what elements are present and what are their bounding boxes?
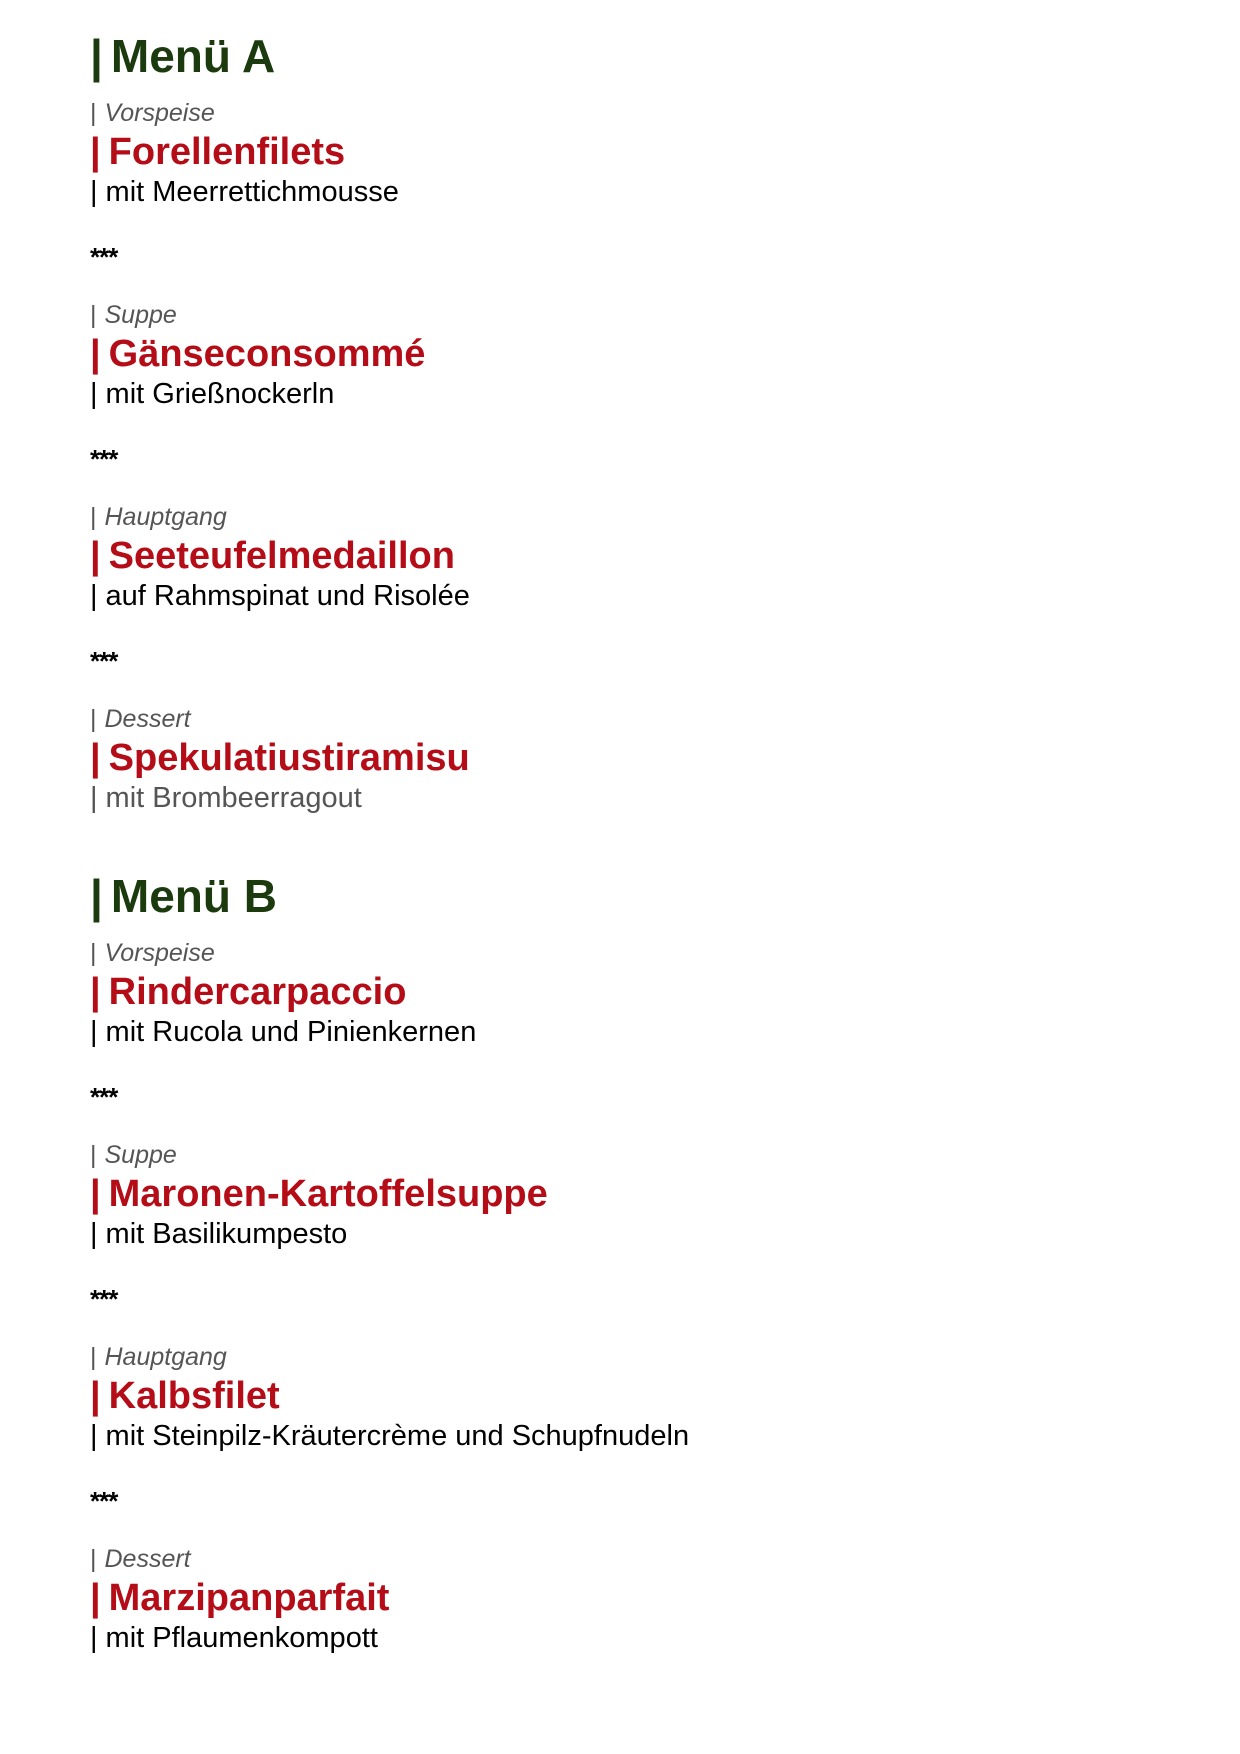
dish-name-text: Seeteufelmedaillon (108, 535, 455, 577)
dish-name-text: Rindercarpaccio (108, 971, 407, 1013)
bar-marker: | (90, 870, 103, 922)
bar-marker: | (90, 378, 98, 410)
dish-description-text: mit Rucola und Pinienkernen (105, 1016, 477, 1048)
course-soup (90, 298, 1190, 412)
bar-marker: | (90, 1545, 97, 1573)
course-separator: *** (90, 1486, 118, 1516)
dish-name-text: Spekulatiustiramisu (108, 737, 470, 779)
course-starter (90, 96, 1190, 210)
course-label-text: Dessert (104, 705, 191, 733)
course-separator: *** (90, 1284, 118, 1314)
course-label-text: Suppe (104, 1141, 177, 1169)
dish-name (90, 332, 1190, 376)
course-label-text: Hauptgang (104, 503, 227, 531)
dish-description (90, 376, 1190, 412)
dish-description-text: mit Pflaumenkompott (105, 1622, 378, 1654)
dish-name-text: Marzipanparfait (108, 1577, 390, 1619)
bar-marker: | (90, 301, 97, 329)
course-starter (90, 936, 1190, 1050)
menu-title (90, 866, 1190, 926)
course-separator: *** (90, 444, 118, 474)
bar-marker: | (90, 1141, 97, 1169)
course-label (90, 1138, 1190, 1172)
dish-name (90, 534, 1190, 578)
bar-marker: | (90, 503, 97, 531)
bar-marker: | (90, 782, 98, 814)
bar-marker: | (90, 580, 98, 612)
menu-title-text: Menü A (110, 30, 276, 82)
course-dessert (90, 702, 1190, 816)
dish-name (90, 736, 1190, 780)
dish-description (90, 1216, 1190, 1252)
course-main (90, 500, 1190, 614)
dish-name-text: Forellenfilets (108, 131, 346, 173)
dish-description (90, 174, 1190, 210)
course-label (90, 1542, 1190, 1576)
menu-title (90, 26, 1190, 86)
dish-description-text: mit Meerrettichmousse (105, 176, 399, 208)
dish-name-text: Kalbsfilet (108, 1375, 280, 1417)
course-label-text: Vorspeise (104, 939, 215, 967)
course-label-text: Hauptgang (104, 1343, 227, 1371)
course-separator: *** (90, 242, 118, 272)
dish-description-text: auf Rahmspinat und Risolée (105, 580, 470, 612)
course-label (90, 298, 1190, 332)
bar-marker: | (90, 1343, 97, 1371)
dish-name (90, 970, 1190, 1014)
course-dessert (90, 1542, 1190, 1656)
dish-description (90, 1418, 1190, 1454)
bar-marker: | (90, 1420, 98, 1452)
course-label-text: Suppe (104, 301, 177, 329)
menu-a (90, 26, 1190, 816)
course-separator: *** (90, 646, 118, 676)
bar-marker: | (90, 131, 101, 173)
bar-marker: | (90, 535, 101, 577)
bar-marker: | (90, 1173, 101, 1215)
course-label (90, 936, 1190, 970)
dish-description (90, 1620, 1190, 1656)
course-label (90, 1340, 1190, 1374)
dish-name (90, 1172, 1190, 1216)
dish-name-text: Maronen-Kartoffelsuppe (108, 1173, 548, 1215)
dish-description-text: mit Grießnockerln (105, 378, 335, 410)
bar-marker: | (90, 737, 101, 779)
course-label-text: Vorspeise (104, 99, 215, 127)
menu-title-text: Menü B (110, 870, 277, 922)
course-soup (90, 1138, 1190, 1252)
bar-marker: | (90, 939, 97, 967)
menu-b (90, 866, 1190, 1656)
course-separator: *** (90, 1082, 118, 1112)
dish-description (90, 578, 1190, 614)
bar-marker: | (90, 176, 98, 208)
bar-marker: | (90, 1622, 98, 1654)
bar-marker: | (90, 971, 101, 1013)
bar-marker: | (90, 1577, 101, 1619)
bar-marker: | (90, 1218, 98, 1250)
dish-description (90, 780, 1190, 816)
bar-marker: | (90, 30, 103, 82)
dish-description-text: mit Steinpilz-Kräutercrème und Schupfnudeln (105, 1420, 690, 1452)
course-label-text: Dessert (104, 1545, 191, 1573)
course-label (90, 500, 1190, 534)
bar-marker: | (90, 333, 101, 375)
dish-description (90, 1014, 1190, 1050)
bar-marker: | (90, 99, 97, 127)
course-label (90, 96, 1190, 130)
bar-marker: | (90, 705, 97, 733)
dish-name (90, 130, 1190, 174)
course-label (90, 702, 1190, 736)
dish-name (90, 1374, 1190, 1418)
bar-marker: | (90, 1016, 98, 1048)
dish-description-text: mit Brombeerragout (105, 782, 362, 814)
dish-name-text: Gänseconsommé (108, 333, 426, 375)
dish-description-text: mit Basilikumpesto (105, 1218, 348, 1250)
dish-name (90, 1576, 1190, 1620)
bar-marker: | (90, 1375, 101, 1417)
menu-document (90, 26, 1190, 1656)
course-main (90, 1340, 1190, 1454)
